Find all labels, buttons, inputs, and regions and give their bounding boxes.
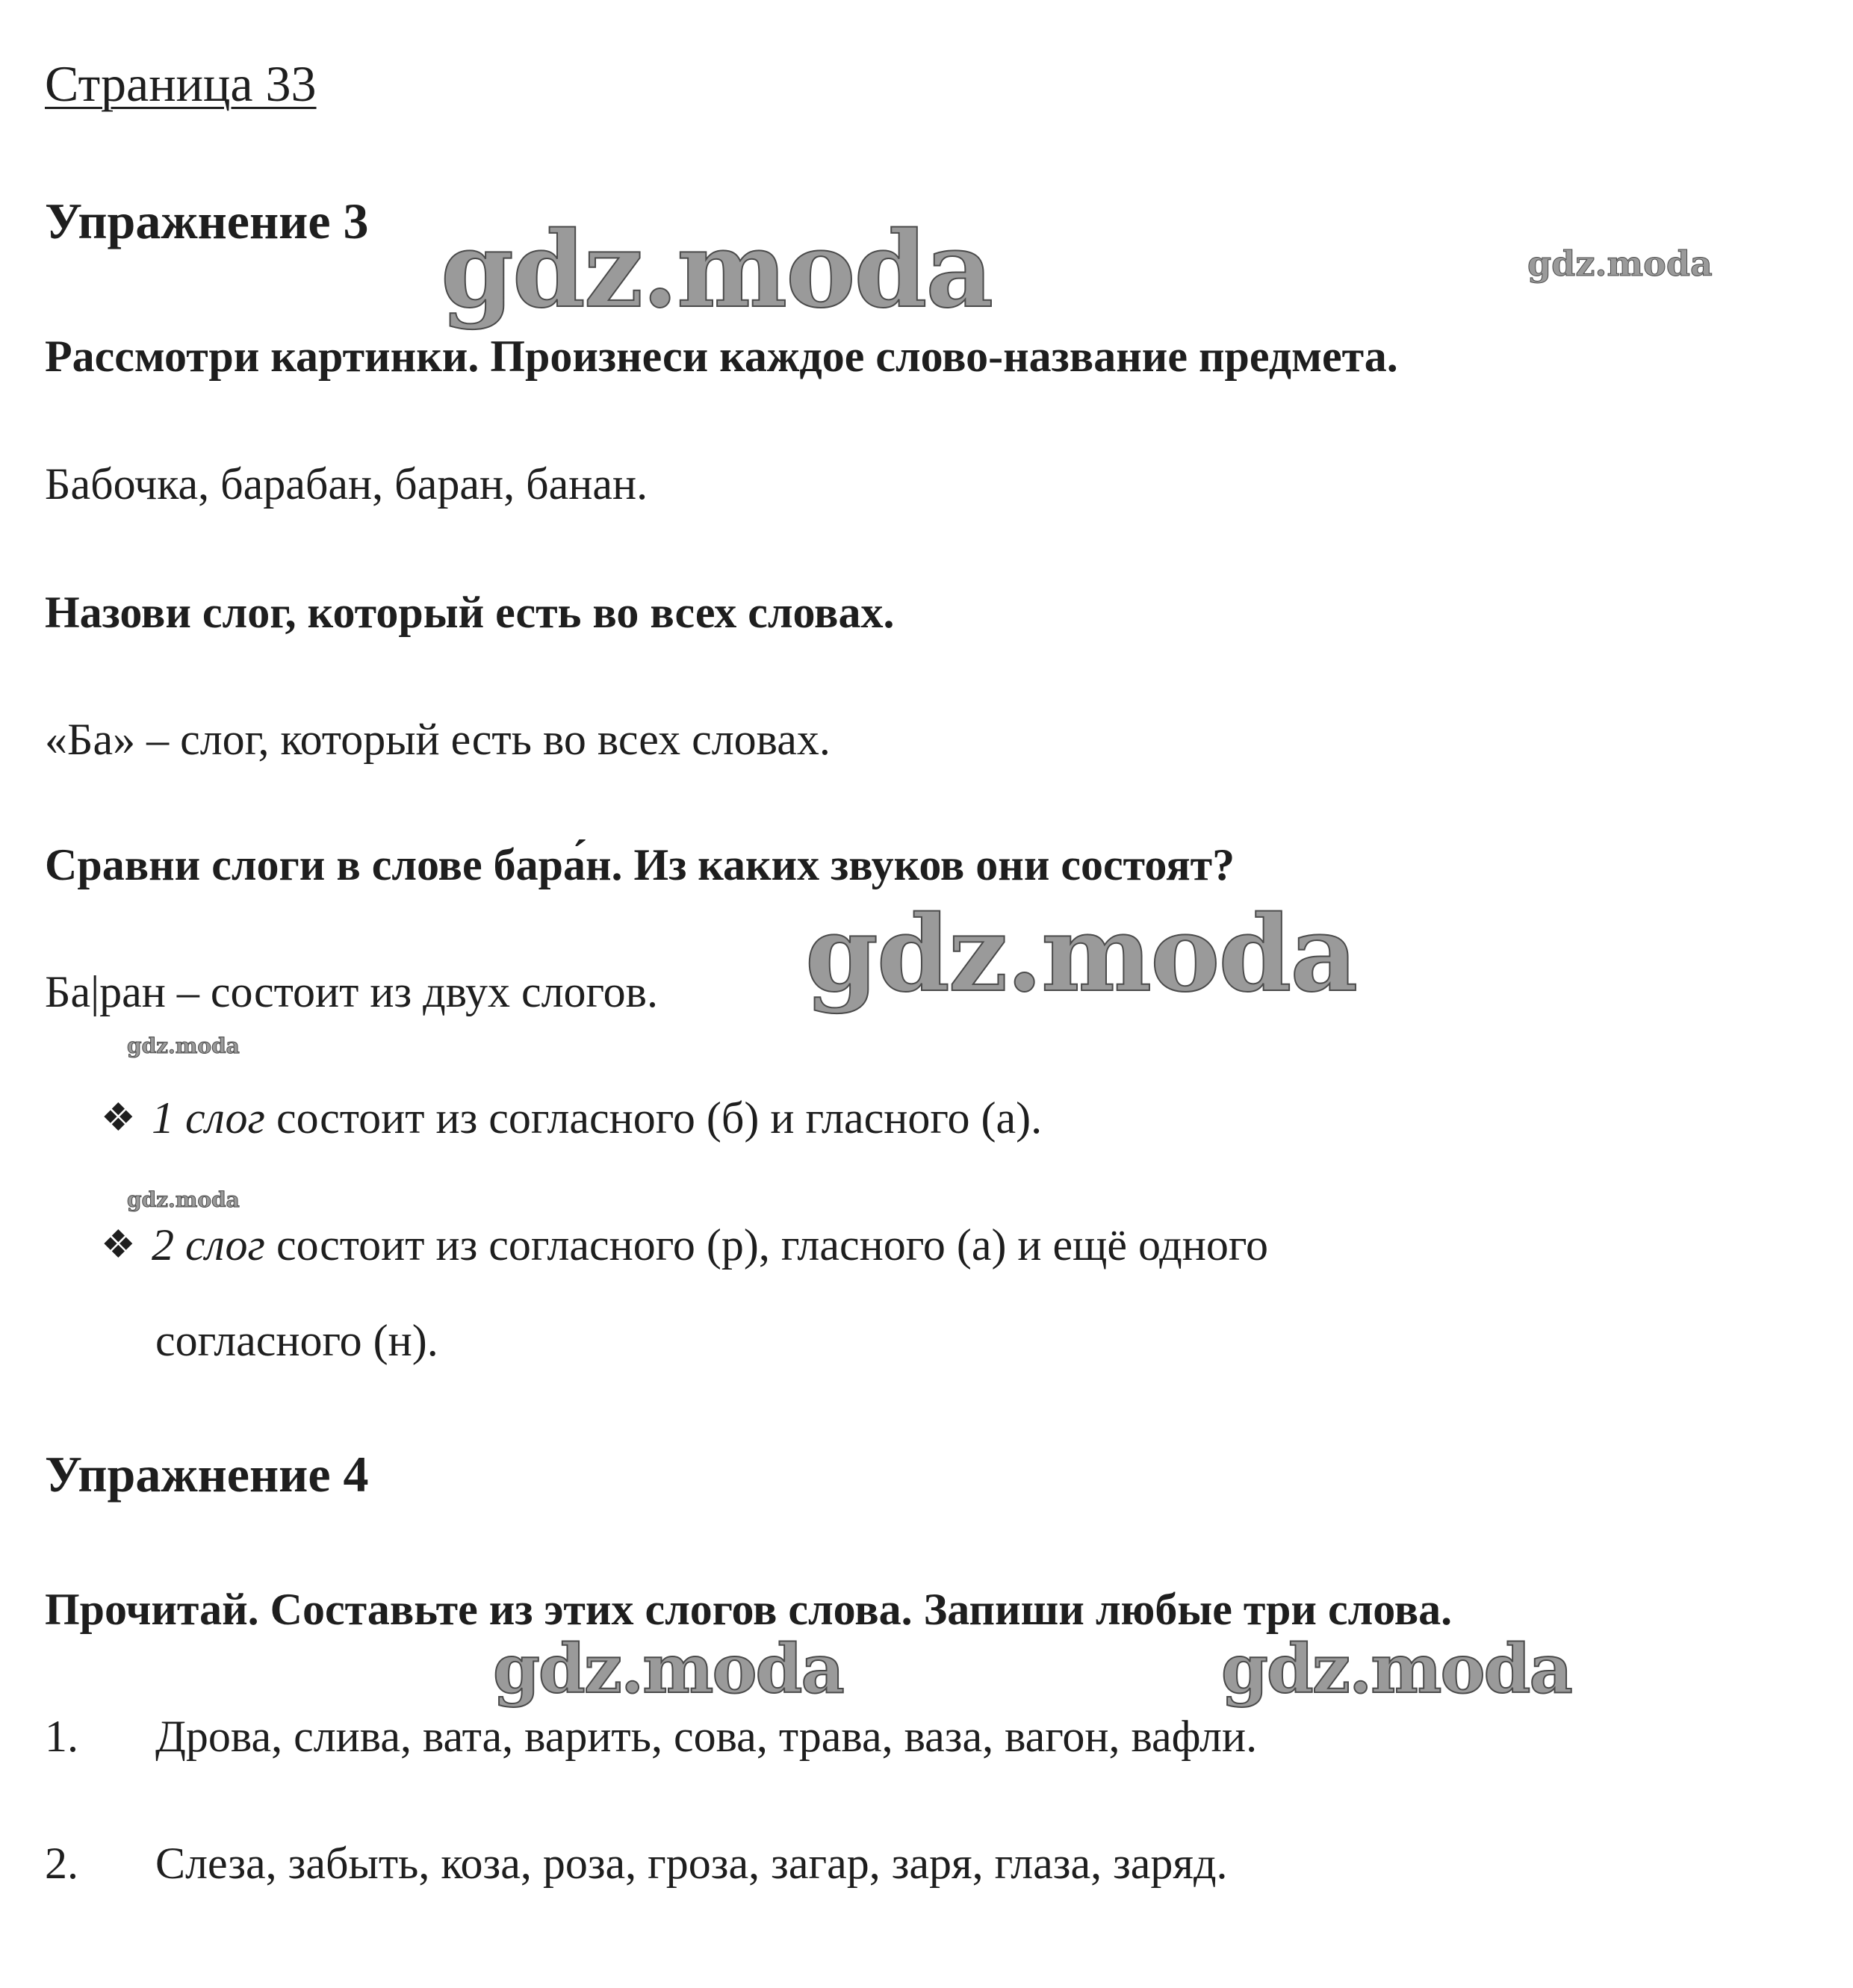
- exercise-3-heading: Упражнение 3: [45, 193, 369, 249]
- exercise-3-task-1: Рассмотри картинки. Произнеси каждое слово-название предмета.: [45, 332, 1398, 381]
- watermark-logo: gdz.moda: [127, 1187, 240, 1212]
- diamond-bullet-icon: ❖: [101, 1097, 136, 1140]
- exercise-3-task-2: Назови слог, который есть во всех словах.: [45, 588, 895, 637]
- exercise-3-task-3: Сравни слоги в слове бара́н. Из каких звуков они состоят?: [45, 840, 1235, 889]
- list-item-number: 1.: [45, 1712, 78, 1761]
- syllable-bullet-2: [101, 1220, 1269, 1270]
- exercise-3-answer-2: «Ба» – слог, который есть во всех словах.: [45, 715, 831, 764]
- syllable-bullet-2-continuation: согласного (н).: [155, 1316, 438, 1365]
- watermark-logo: gdz.moda: [805, 893, 1357, 1016]
- bullet-text: состоит из согласного (б) и гласного (а).: [264, 1093, 1043, 1143]
- watermark-logo: gdz.moda: [493, 1630, 843, 1709]
- watermark-logo: gdz.moda: [1221, 1630, 1571, 1709]
- exercise-3-answer-3: Ба|ран – состоит из двух слогов.: [45, 967, 658, 1016]
- page-title: Страница 33: [45, 55, 317, 112]
- exercise-3-answer-1: Бабочка, барабан, баран, банан.: [45, 459, 648, 509]
- list-item-number: 2.: [45, 1839, 78, 1888]
- syllable-bullet-1: [101, 1093, 1043, 1143]
- exercise-4-heading: Упражнение 4: [45, 1446, 369, 1503]
- exercise-4-task: Прочитай. Составьте из этих слогов слова. Запиши любые три слова.: [45, 1585, 1453, 1634]
- watermark-logo: gdz.moda: [1527, 243, 1713, 284]
- bullet-text: состоит из согласного (р), гласного (а) и ещё одного: [264, 1220, 1269, 1270]
- list-item-text: Дрова, слива, вата, варить, сова, трава, ваза, вагон, вафли.: [155, 1712, 1258, 1761]
- diamond-bullet-icon: ❖: [101, 1224, 136, 1267]
- bullet-label: 1 слог: [152, 1093, 265, 1143]
- list-item-text: Слеза, забыть, коза, роза, гроза, загар, заря, глаза, заряд.: [155, 1839, 1228, 1888]
- bullet-label: 2 слог: [152, 1220, 265, 1270]
- watermark-logo: gdz.moda: [127, 1034, 240, 1058]
- watermark-logo: gdz.moda: [441, 209, 993, 332]
